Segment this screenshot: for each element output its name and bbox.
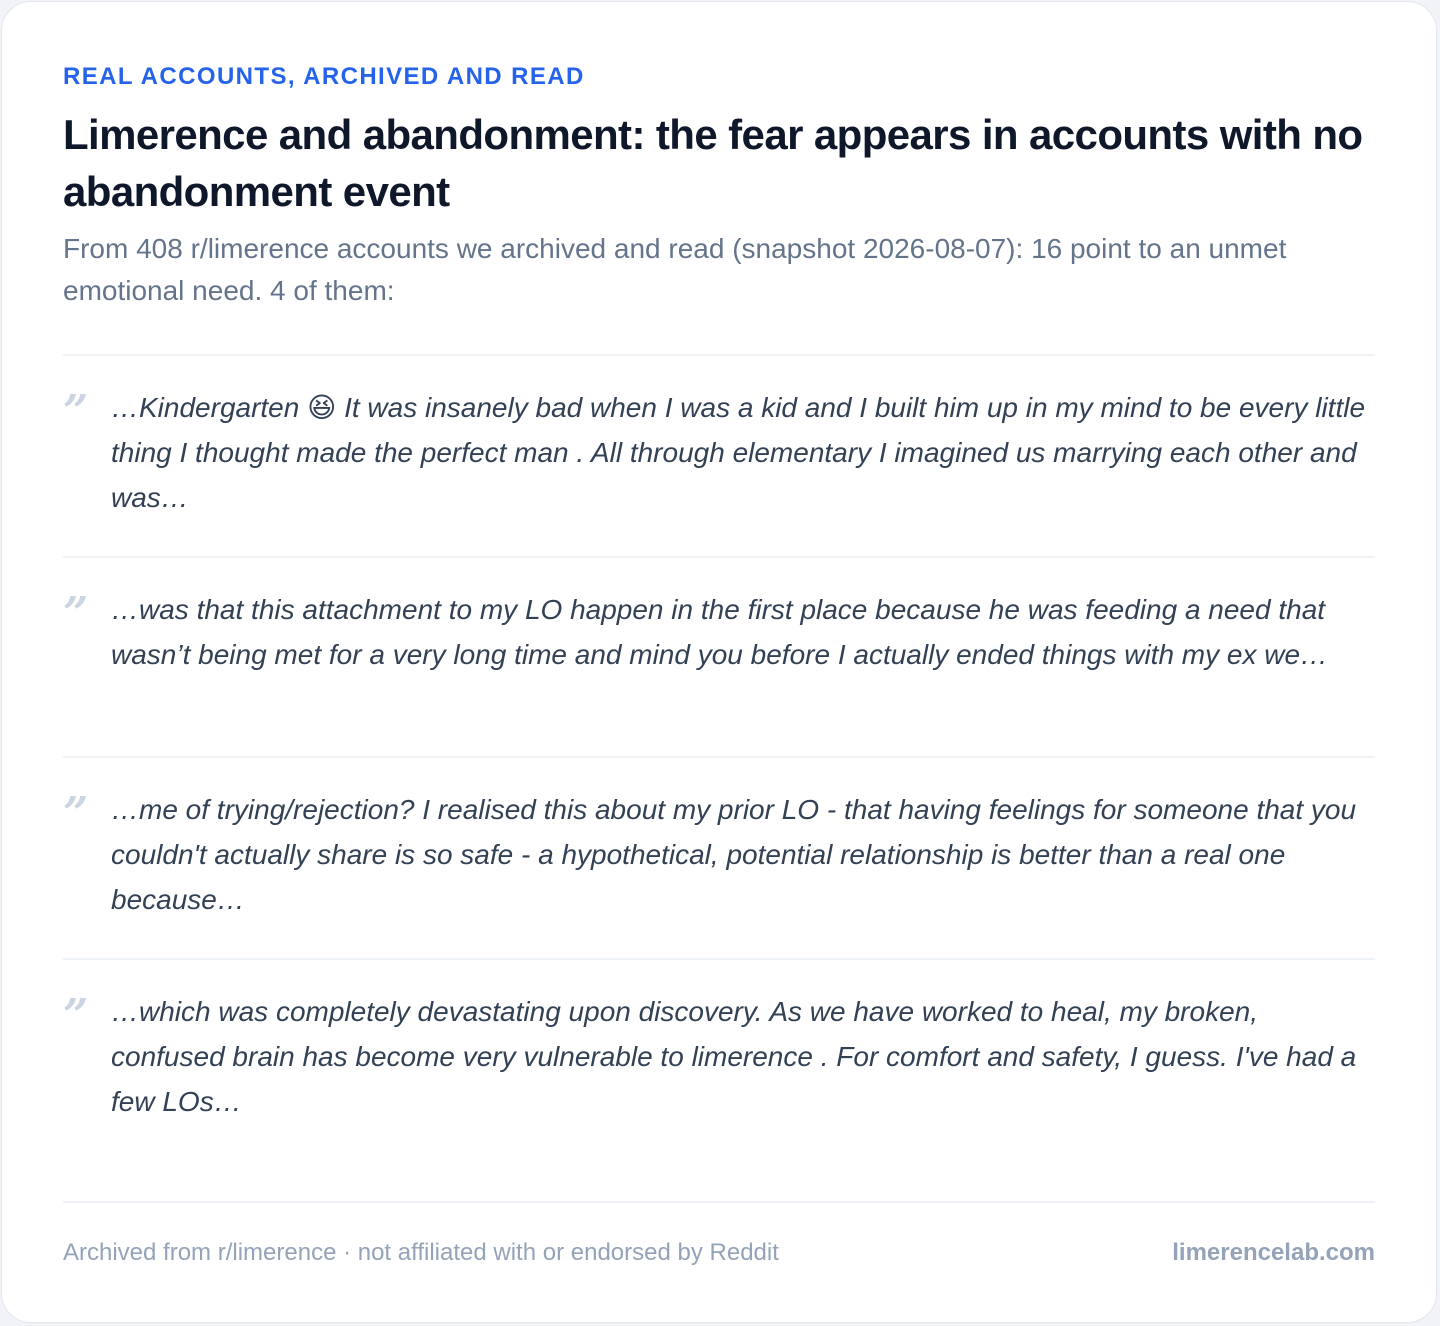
quote-mark-icon: ” [63,386,89,437]
page-title: Limerence and abandonment: the fear appears in accounts with no abandonment event [63,111,1363,215]
divider [63,354,1375,356]
card-content [63,2,1375,1322]
quote-mark-icon: ” [63,990,89,1041]
card [1,1,1437,1323]
quote-text: …Kindergarten 😆 It was insanely bad when I was a kid and I built him up in my mind to be every little thing I thought made the perfect man . All through elementary I imagined us marrying each other and was… [111,392,1366,513]
quote-text: …me of trying/rejection? I realised this about my prior LO - that having feelings for someone that you couldn't actually share is so safe - a hypothetical, potential relationship is better than a real one because… [111,794,1357,915]
divider [63,556,1375,558]
quote-mark-icon: ” [63,588,89,639]
footer-attribution: Archived from r/limerence · not affiliated with or endorsed by Reddit [63,1239,779,1266]
divider [63,756,1375,758]
quote-mark-icon: ” [63,788,89,839]
site-link[interactable]: limerencelab.com [1172,1239,1375,1266]
footer-divider [63,1201,1375,1203]
quote-text: …was that this attachment to my LO happen in the first place because he was feeding a need that wasn’t being met for a very long time and mind you before I actually ended things with my ex we… [111,594,1329,670]
page-subtitle: From 408 r/limerence accounts we archived and read (snapshot 2026-08-07): 16 point to an unmet emotional need. 4 of them: [63,233,1287,306]
divider [63,958,1375,960]
quote-text: …which was completely devastating upon discovery. As we have worked to heal, my broken, confused brain has become very vulnerable to limerence . For comfort and safety, I guess. I've had a few LOs… [111,996,1357,1117]
eyebrow-label: REAL ACCOUNTS, ARCHIVED AND READ [63,63,585,90]
